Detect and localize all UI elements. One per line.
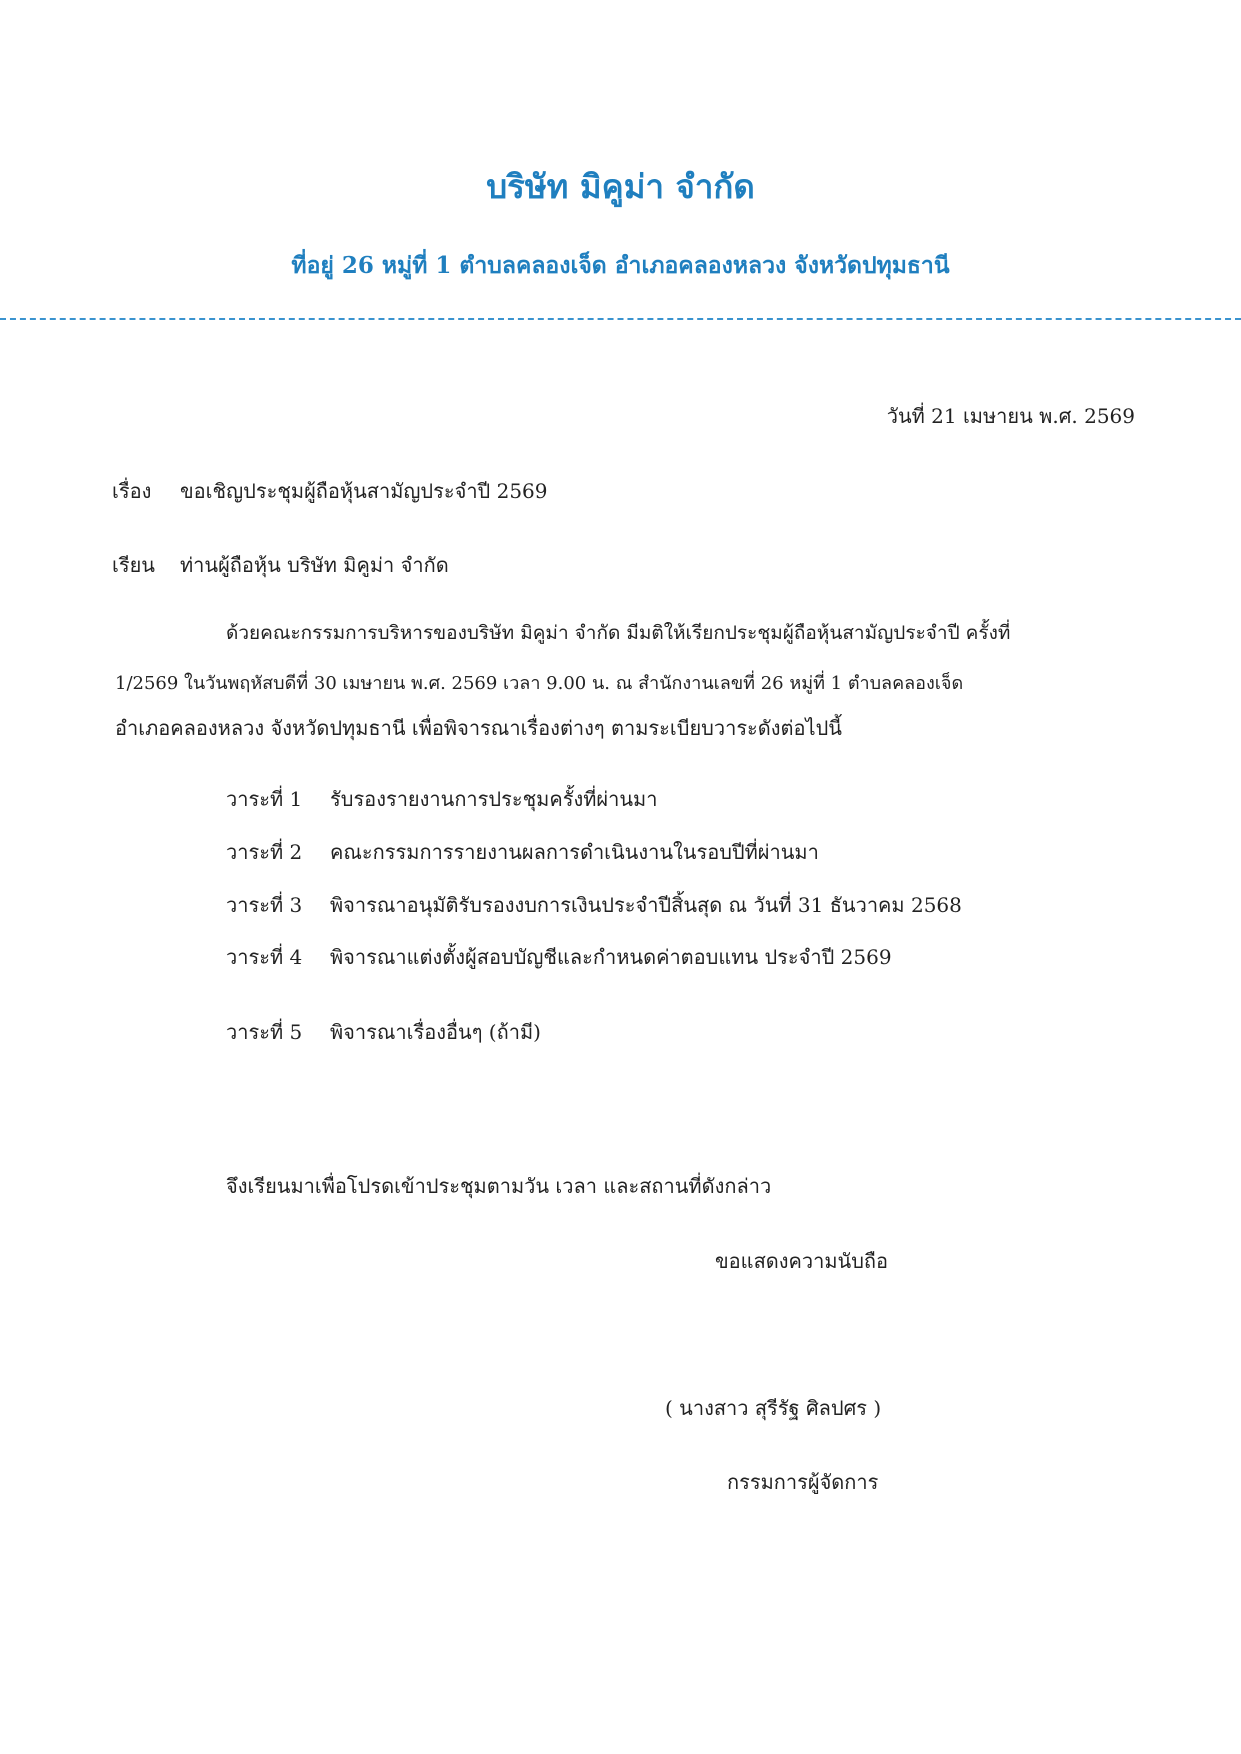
body-line-2: 1/2569 ในวันพฤหัสบดีที่ 30 เมษายน พ.ศ. 2569 เวลา 9.00 น. ณ สำนักงานเลขที่ 26 หมู่ที่ 1 ตำบลคลองเจ็ด [115,673,964,694]
body-line-1: ด้วยคณะกรรมการบริหารของบริษัท มิคูม่า จำกัด มีมติให้เรียกประชุมผู้ถือหุ้นสามัญประจำปี ครั้งที่ [226,622,1011,644]
agenda-text: พิจารณาอนุมัติรับรองงบการเงินประจำปีสิ้นสุด ณ วันที่ 31 ธันวาคม 2568 [330,893,962,917]
agenda-number: วาระที่ 5 [226,1020,303,1044]
agenda-text: พิจารณาแต่งตั้งผู้สอบบัญชีและกำหนดค่าตอบแทน ประจำปี 2569 [330,945,892,969]
agenda-text: พิจารณาเรื่องอื่นๆ (ถ้ามี) [330,1020,541,1044]
closing-sentence: จึงเรียนมาเพื่อโปรดเข้าประชุมตามวัน เวลา และสถานที่ดังกล่าว [226,1174,772,1198]
body-line-3: อำเภอคลองหลวง จังหวัดปทุมธานี เพื่อพิจารณาเรื่องต่างๆ ตามระเบียบวาระดังต่อไปนี้ [115,716,842,740]
agenda-number: วาระที่ 3 [226,893,303,917]
company-address: ที่อยู่ 26 หมู่ที่ 1 ตำบลคลองเจ็ด อำเภอคลองหลวง จังหวัดปทุมธานี [291,252,950,279]
company-name: บริษัท มิคูม่า จำกัด [486,167,755,206]
agenda-number: วาระที่ 1 [226,787,303,811]
addressee-label: เรียน [112,553,155,577]
agenda-number: วาระที่ 4 [226,945,303,969]
signatory-title: กรรมการผู้จัดการ [727,1470,879,1494]
subject-label: เรื่อง [112,479,152,503]
letter-date: วันที่ 21 เมษายน พ.ศ. 2569 [886,404,1135,428]
addressee-value: ท่านผู้ถือหุ้น บริษัท มิคูม่า จำกัด [180,553,449,577]
subject-value: ขอเชิญประชุมผู้ถือหุ้นสามัญประจำปี 2569 [180,479,548,503]
sign-off: ขอแสดงความนับถือ [715,1249,889,1273]
agenda-text: รับรองรายงานการประชุมครั้งที่ผ่านมา [330,787,658,811]
header-divider [0,318,1241,320]
agenda-number: วาระที่ 2 [226,840,303,864]
agenda-text: คณะกรรมการรายงานผลการดำเนินงานในรอบปีที่ผ่านมา [330,840,819,864]
signatory-name: ( นางสาว สุรีรัฐ ศิลปศร ) [665,1396,882,1420]
